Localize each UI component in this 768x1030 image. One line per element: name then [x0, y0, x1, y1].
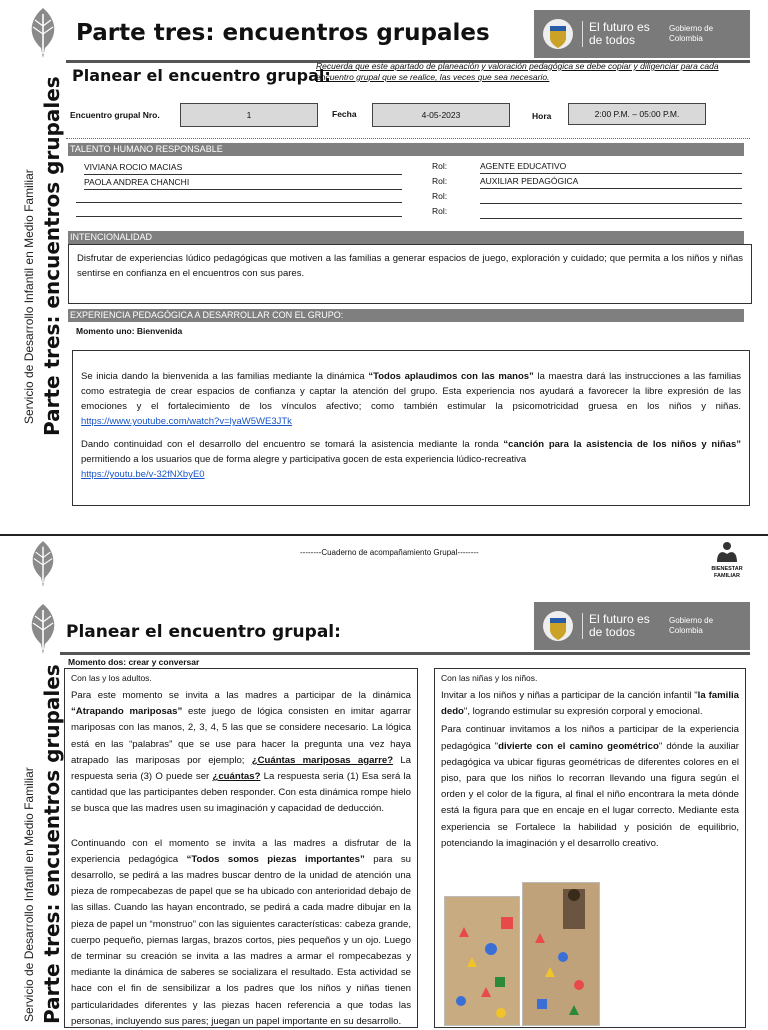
- person-name-4: [76, 204, 402, 217]
- gov-gobierno-text: Gobierno de Colombia: [669, 24, 714, 43]
- l1-text-e: La respuesta seria (3) O puede ser: [71, 754, 411, 783]
- r2-text-a: Para continuar invitamos a los niños a participar de la experiencia pedagógica ": [441, 724, 739, 752]
- encuentro-field[interactable]: 1: [180, 103, 318, 127]
- hora-label: Hora: [532, 111, 552, 121]
- page2-colombia-shield-icon: [538, 606, 578, 646]
- fecha-field[interactable]: 4-05-2023: [372, 103, 510, 127]
- person-rol-label-1: Rol:: [432, 161, 448, 171]
- fecha-label: Fecha: [332, 109, 357, 119]
- page2-leaf-logo-icon: [20, 602, 66, 656]
- l1-text-g: La respuesta seria (1) Esa será la cantidad que las participantes deben responder. Con esta dinámica rompe hielo se busca que las madres usen su imaginación y capacidad de deducción.: [71, 771, 411, 815]
- person-rol-label-4: Rol:: [432, 206, 448, 216]
- talento-header: TALENTO HUMANO RESPONSABLE: [68, 143, 744, 156]
- r2-text-c: " dónde la auxiliar pedagógica va ubicar figuras geométricas de diferentes colores en el piso, para que los niños lo recorran llevando una figura según el orden y el color de la figura, al final el niño encontrara la meta dónde está la figura para que en encaje en el lugar correcto. Mediante esta experiencia se Fortalece la habilidad y posición de equilibrio, potenciando la imaginación y el desarrollo creativo.: [441, 740, 739, 849]
- r1-text-a: Invitar a los niños y niñas a participar de la canción infantil ": [441, 690, 698, 701]
- ninos-paragraph-2: [441, 722, 739, 852]
- gov-futuro-text: El futuro es de todos: [582, 21, 659, 47]
- page2-gov-futuro-text: El futuro es de todos: [582, 613, 659, 639]
- r1-song-name: la familia dedo: [441, 690, 739, 718]
- adultos-box: [64, 668, 418, 1028]
- person-rol-1: AGENTE EDUCATIVO: [480, 161, 742, 174]
- reminder-note: Recuerda que este apartado de planeación y valoración pedagógica se debe copiar y diligenciar para cada encuentro grupal que se realice, las veces que sea necesario.: [316, 61, 719, 82]
- hora-field[interactable]: 2:00 P.M. – 05:00 P.M.: [568, 103, 706, 125]
- p2-text-c: permitiendo a los usuarios que de forma alegre y participativa gocen de esta experiencia lúdico-recreativa: [81, 454, 527, 465]
- gov-banner: [534, 10, 750, 58]
- people-list: [76, 160, 744, 222]
- youtube-link-2[interactable]: https://youtu.be/v-32fNXbyE0: [81, 469, 205, 480]
- experiencia-header: EXPERIENCIA PEDAGÓGICA A DESARROLLAR CON EL GRUPO:: [68, 309, 744, 322]
- l1-question-1: ¿Cuántas mariposas agarre?: [251, 754, 394, 766]
- youtube-link-1[interactable]: https://www.youtube.com/watch?v=lyaW5WE3JTk: [81, 416, 292, 427]
- section-subtitle: Planear el encuentro grupal:: [72, 66, 331, 85]
- person-name-3: [76, 190, 402, 203]
- page2-side-label-big: Parte tres: encuentros grupales: [40, 664, 64, 1024]
- page2-header-rule: [60, 652, 750, 655]
- momento-uno-paragraph-2: [81, 437, 741, 482]
- person-rol-label-3: Rol:: [432, 191, 448, 201]
- adultos-paragraph-1: [71, 688, 411, 818]
- p2-text-a: Dando continuidad con el desarrollo del encuentro se tomará la asistencia mediante la ronda: [81, 439, 504, 450]
- person-rol-2: AUXILIAR PEDAGÓGICA: [480, 176, 742, 189]
- footer-center-text: --------Cuaderno de acompañamiento Grupal--------: [300, 548, 479, 557]
- page-title: Parte tres: encuentros grupales: [76, 20, 490, 46]
- l1-text-c: este juego de lógica consisten en imitar agarrar mariposas con las manos, 2, 3, 4, 5 las que se considere necesario. La lógica está en las “palabras” que se use para hacer la pregunta una vez haya atrapado las mariposas por ejemplo;: [71, 706, 411, 766]
- dotted-rule: [66, 138, 750, 139]
- person-rol-3: [480, 191, 742, 204]
- adultos-paragraph-2: [71, 836, 411, 1030]
- page-1-footer: [0, 530, 768, 596]
- colombia-shield-icon: [538, 14, 578, 54]
- activity-photo-2: [522, 882, 600, 1026]
- adultos-header: Con las y los adultos.: [71, 673, 152, 683]
- side-label-small: Servicio de Desarrollo Infantil en Medio Familiar: [22, 169, 36, 424]
- l2-text-c: para su desarrollo, se pedirá a las madres buscar dentro de la unidad de atención una pieza de rompecabezas de papel que se ha ubicado con anterioridad debajo de las sillas. Cuando las hayan encontrado, se pedirá a cada madre dibujar en la pieza de papel un “monstruo” con las siguientes características: cabeza grande, cuerpo pequeño, piernas largas, brazos cortos, pies pequeños y un ojo. Luego de terminar su creación se invita a las madres a armar el rompecabezas y mediante la dinámica de saberes se socializara el resultado. Esta actividad se hace con el fin de sensibilizar a los padres que los niños y niñas tienen particularidades diferentes y las piezas hacen referencia a que todas las personas, incluyendo sus pares; juegan un papel importante en su desarrollo.: [71, 853, 412, 1027]
- r1-text-c: ", logrando estimular su expresión corporal y emocional.: [463, 706, 703, 718]
- p1-text-a: Se inicia dando la bienvenida a las familias mediante la dinámica: [81, 371, 369, 382]
- person-name-1: VIVIANA ROCIO MACIAS: [84, 162, 402, 175]
- l2-text-a: Continuando con el momento se invita a las madres a disfrutar de la experiencia pedagógica: [71, 837, 411, 865]
- p1-dynamic-name: “Todos aplaudimos con las manos”: [368, 371, 534, 382]
- footer-leaf-icon: [22, 538, 64, 590]
- ninos-paragraph-1: [441, 688, 739, 720]
- l1-text-a: Para este momento se invita a las madres a participar de la dinámica: [71, 690, 411, 701]
- page-2: [0, 596, 768, 1027]
- p2-song-name: “canción para la asistencia de los niños y niñas”: [503, 439, 741, 450]
- page2-side-label-small: Servicio de Desarrollo Infantil en Medio Familiar: [22, 767, 36, 1022]
- intencionalidad-box: [68, 244, 752, 304]
- l1-question-2: ¿cuántas?: [212, 771, 261, 783]
- side-label-big: Parte tres: encuentros grupales: [40, 76, 64, 436]
- page2-subtitle: Planear el encuentro grupal:: [66, 622, 341, 642]
- children-playing-photo-icon: [523, 883, 599, 1025]
- person-rol-label-2: Rol:: [432, 176, 448, 186]
- ninos-header: Con las niñas y los niños.: [441, 673, 538, 683]
- intencionalidad-header: INTENCIONALIDAD: [68, 231, 744, 244]
- bienestar-text: BIENESTAR FAMILIAR: [711, 566, 743, 579]
- p1-text-c: la maestra dará las instrucciones a las familias como estrategia de crear espacios de confianza y captar la atención del grupo. Esta experiencia nos ayudará a favorecer la libre expresión de las emociones y el fortalecimiento de los vínculos afectivo; como también estimular la psicomotricidad gruesa en los niños y niñas.: [81, 371, 741, 412]
- page2-gov-banner: [534, 602, 750, 650]
- page2-gov-gobierno-text: Gobierno de Colombia: [669, 616, 714, 635]
- momento-uno-box: [72, 350, 750, 506]
- r2-experience-name: divierte con el camino geométrico: [498, 740, 659, 752]
- encuentro-label: Encuentro grupal Nro.: [70, 110, 160, 120]
- intencionalidad-text: Disfrutar de experiencias lúdico pedagógicas que motiven a las familias a generar espacios de juego, exploración y cuidado; que permita a los niños y niñas sentirse en confianza en el encuentros con sus pares.: [77, 253, 743, 279]
- leaf-logo-icon: [20, 6, 66, 60]
- momento-dos-label: Momento dos: crear y conversar: [68, 657, 200, 667]
- bienestar-logo-icon: [712, 540, 742, 564]
- page-1: [0, 0, 768, 510]
- footer-rule: [0, 534, 768, 536]
- l2-experience-name: “Todos somos piezas importantes”: [186, 853, 365, 865]
- activity-photo-1: [444, 896, 520, 1026]
- momento-uno-label: Momento uno: Bienvenida: [76, 326, 183, 336]
- person-rol-4: [480, 206, 742, 219]
- momento-uno-paragraph-1: [81, 369, 741, 429]
- person-name-2: PAOLA ANDREA CHANCHI: [84, 177, 402, 190]
- geometric-path-photo-icon: [445, 897, 519, 1025]
- l1-dynamic-name: “Atrapando mariposas”: [71, 706, 183, 718]
